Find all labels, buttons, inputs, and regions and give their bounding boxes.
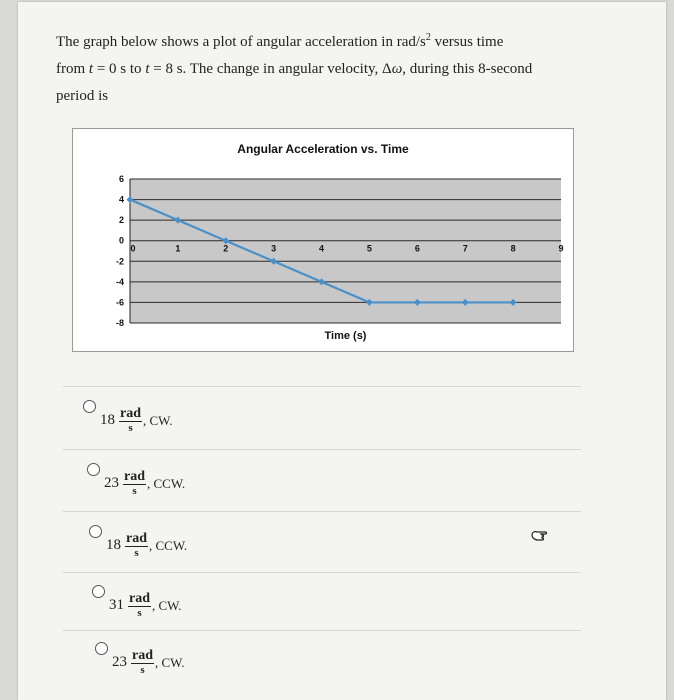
answer-option-2[interactable] bbox=[104, 465, 185, 501]
x-axis-label: Time (s) bbox=[324, 330, 367, 342]
option-value: 18 bbox=[100, 411, 115, 428]
chart-frame bbox=[72, 128, 574, 352]
divider bbox=[63, 449, 581, 450]
x-tick-label: 7 bbox=[462, 243, 468, 254]
x-tick-label: 3 bbox=[271, 243, 277, 254]
unit-denominator: s bbox=[140, 663, 145, 676]
divider bbox=[63, 386, 581, 387]
unit-numerator: rad bbox=[124, 468, 145, 484]
radio-button[interactable] bbox=[92, 585, 105, 598]
question-line2-d: , during this 8-second bbox=[402, 61, 533, 77]
unit-denominator: s bbox=[128, 421, 133, 434]
option-value: 23 bbox=[112, 653, 127, 670]
y-tick-label: 2 bbox=[118, 215, 124, 226]
question-line1: The graph below shows a plot of angular acceleration in rad/s bbox=[56, 34, 426, 50]
unit-numerator: rad bbox=[120, 405, 141, 421]
unit-numerator: rad bbox=[132, 647, 153, 663]
angular-acceleration-chart bbox=[73, 129, 573, 351]
option-value: 31 bbox=[109, 596, 124, 613]
chart-title: Angular Acceleration vs. Time bbox=[237, 142, 409, 156]
unit-fraction bbox=[119, 406, 142, 435]
option-value: 18 bbox=[106, 536, 121, 553]
x-tick-label: 6 bbox=[414, 243, 420, 254]
question-line1-end: versus time bbox=[430, 34, 504, 50]
question-line2-a: from bbox=[56, 61, 89, 77]
y-tick-label: 6 bbox=[118, 174, 124, 184]
radio-button[interactable] bbox=[83, 400, 96, 413]
t-variable: t bbox=[145, 61, 150, 77]
unit-numerator: rad bbox=[126, 530, 147, 546]
y-tick-label: -8 bbox=[115, 318, 124, 328]
answer-option-1[interactable] bbox=[100, 402, 173, 438]
question-text bbox=[56, 24, 596, 110]
divider bbox=[63, 630, 581, 631]
divider bbox=[63, 511, 581, 512]
option-direction: , CW. bbox=[143, 413, 173, 428]
radio-button[interactable] bbox=[89, 525, 102, 538]
option-direction: , CW. bbox=[155, 655, 185, 670]
x-tick-label: 8 bbox=[510, 243, 516, 254]
y-tick-label: 0 bbox=[118, 235, 124, 246]
hand-pointer-icon bbox=[530, 526, 552, 544]
x-tick-label: 0 bbox=[130, 243, 136, 254]
unit-numerator: rad bbox=[129, 590, 150, 606]
x-tick-label: 5 bbox=[366, 243, 372, 254]
question-line3: period is bbox=[56, 88, 109, 104]
answer-option-5[interactable] bbox=[112, 644, 185, 680]
x-tick-label: 9 bbox=[558, 243, 564, 254]
option-value: 23 bbox=[104, 474, 119, 491]
question-page bbox=[18, 2, 666, 700]
unit-denominator: s bbox=[134, 546, 139, 559]
y-tick-label: -2 bbox=[115, 256, 124, 267]
divider bbox=[63, 572, 581, 573]
radio-button[interactable] bbox=[87, 463, 100, 476]
omega-symbol: ω bbox=[391, 61, 403, 77]
answer-option-4[interactable] bbox=[109, 587, 182, 623]
question-line2-b: = 0 s to bbox=[93, 61, 146, 77]
option-direction: , CCW. bbox=[149, 538, 188, 553]
y-tick-label: 4 bbox=[118, 194, 124, 205]
x-tick-label: 1 bbox=[175, 243, 181, 254]
radio-button[interactable] bbox=[95, 642, 108, 655]
unit-fraction bbox=[131, 648, 154, 677]
question-line2-c: = 8 s. The change in angular velocity, Δ bbox=[149, 61, 392, 77]
unit-denominator: s bbox=[132, 484, 137, 497]
t-variable: t bbox=[88, 61, 94, 77]
superscript: 2 bbox=[425, 32, 431, 43]
unit-denominator: s bbox=[137, 606, 142, 619]
unit-fraction bbox=[128, 591, 151, 620]
option-direction: , CCW. bbox=[147, 476, 186, 491]
unit-fraction bbox=[123, 469, 146, 498]
option-direction: , CW. bbox=[152, 598, 182, 613]
answer-option-3[interactable] bbox=[106, 527, 187, 563]
unit-fraction bbox=[125, 531, 148, 560]
x-tick-label: 2 bbox=[223, 243, 229, 254]
y-tick-label: -4 bbox=[115, 276, 124, 287]
x-tick-label: 4 bbox=[319, 243, 325, 254]
y-tick-label: -6 bbox=[115, 297, 124, 308]
